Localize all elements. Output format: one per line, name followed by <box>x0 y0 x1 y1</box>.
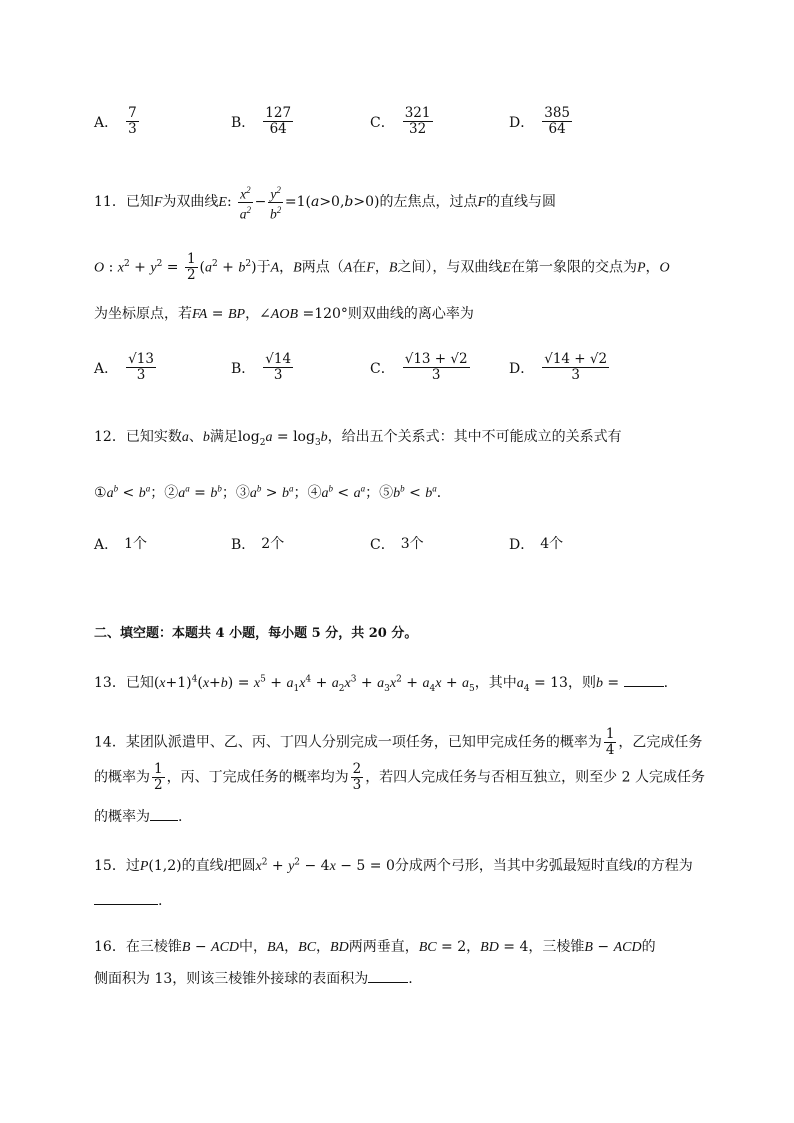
fraction: $\frac{√13}{3}$ <box>128 351 154 383</box>
q14-line-2: 的概率为 $\frac{1}{2}$ ，丙、丁完成任务的概率均为 $\frac{2}{3}$ ，若四人完成任务与否相互独立，则至少 2 人完成任务 <box>94 761 705 793</box>
q11-option-b: B． $\frac{√14}{3}$ <box>231 351 292 383</box>
answer-blank[interactable] <box>150 808 178 821</box>
answer-blank[interactable] <box>624 674 664 687</box>
q11-option-a: A． $\frac{√13}{3}$ <box>94 351 154 383</box>
q12-option-b: B． 2个 <box>231 536 285 553</box>
answer-blank[interactable] <box>94 892 158 905</box>
q16-line-2: 侧面积为 13，则该三棱锥外接球的表面积为 . <box>94 971 413 987</box>
answer-blank[interactable] <box>368 970 408 983</box>
fraction: $\frac{y^2}{b^2}$ <box>269 185 282 221</box>
hyperbola-equation: E <box>218 195 227 210</box>
q12-line-1: 12．已知实数a、b满足$\log_2a = \log_3b$，给出五个关系式：其中不可能成立的关系式有 <box>94 429 622 448</box>
q12-option-a: A． 1个 <box>94 536 148 553</box>
fraction: $\frac{1}{2}$ <box>154 761 163 793</box>
q11-line-3: 为坐标原点，若FA = BP，∠AOB =120°则双曲线的离心率为 <box>94 306 474 322</box>
q11-option-c: C． $\frac{√13 + √2}{3}$ <box>370 351 468 383</box>
fraction: $\frac{321}{32}$ <box>404 105 431 137</box>
q12-relations: $①a^b < b^a$；$②a^a = b^b$；$③a^b > b^a$；$④a^b < a^a$；$⑤b^b < b^a$． <box>94 483 451 501</box>
q14-line-3: 的概率为 . <box>94 809 183 825</box>
fraction: $\frac{1}{4}$ <box>605 726 615 758</box>
fraction: $\frac{385}{64}$ <box>544 105 571 137</box>
q12-option-d: D． 4个 <box>509 536 564 553</box>
q10-option-c: C． $\frac{321}{32}$ <box>370 105 431 137</box>
q10-option-a: A． $\frac{7}{3}$ <box>94 105 137 137</box>
q13-line: 13．已知$(x+1)^4(x+b) = x^5 + a_1x^4 + a_2x^3 + a_3x^2 + a_4x + a_5$，其中$a_4 = 13$，则b = . <box>94 674 669 694</box>
section-title: 二、填空题：本题共 4 小题，每小题 5 分，共 20 分。 <box>94 626 418 641</box>
fraction: $\frac{√14 + √2}{3}$ <box>544 351 608 383</box>
q11-line-1: 11．已知F为双曲线E: $\frac{x^2}{a^2}$ − $\frac{y^2}{b^2}$ =1(a>0,b>0)的左焦点，过点F的直线与圆 <box>94 185 557 221</box>
q14-line-1: 14．某团队派遣甲、乙、丙、丁四人分别完成一项任务，已知甲完成任务的概率为 $\frac{1}{4}$ ，乙完成任务 <box>94 726 703 758</box>
q11-option-d: D． $\frac{√14 + √2}{3}$ <box>509 351 608 383</box>
q15-line-2: . <box>94 892 162 909</box>
q15-line-1: 15．过P(1,2)的直线l把圆$x^2 + y^2 - 4x - 5 = 0$分成两个弓形，当其中劣弧最短时直线l的方程为 <box>94 857 693 874</box>
q10-option-d: D． $\frac{385}{64}$ <box>509 105 571 137</box>
fraction: $\frac{7}{3}$ <box>128 105 137 137</box>
fraction: $\frac{√13 + √2}{3}$ <box>404 351 468 383</box>
q11-line-2: O : $x^2 + y^2$ = $\frac{1}{2}$ $(a^2 + b^2)$于A，B两点（A在F，B之间），与双曲线E在第一象限的交点为P，O <box>94 251 670 283</box>
fraction: $\frac{127}{64}$ <box>265 105 292 137</box>
q12-option-c: C． 3个 <box>370 536 424 553</box>
fraction: $\frac{x^2}{a^2}$ <box>239 185 251 221</box>
fraction: $\frac{2}{3}$ <box>352 761 362 793</box>
q10-option-b: B． $\frac{127}{64}$ <box>231 105 292 137</box>
q16-line-1: 16．在三棱锥B − ACD中，BA，BC，BD两两垂直，BC = 2，BD = 4，三棱锥B − ACD的 <box>94 939 656 955</box>
fraction: $\frac{1}{2}$ <box>186 251 196 283</box>
fraction: $\frac{√14}{3}$ <box>265 351 292 383</box>
